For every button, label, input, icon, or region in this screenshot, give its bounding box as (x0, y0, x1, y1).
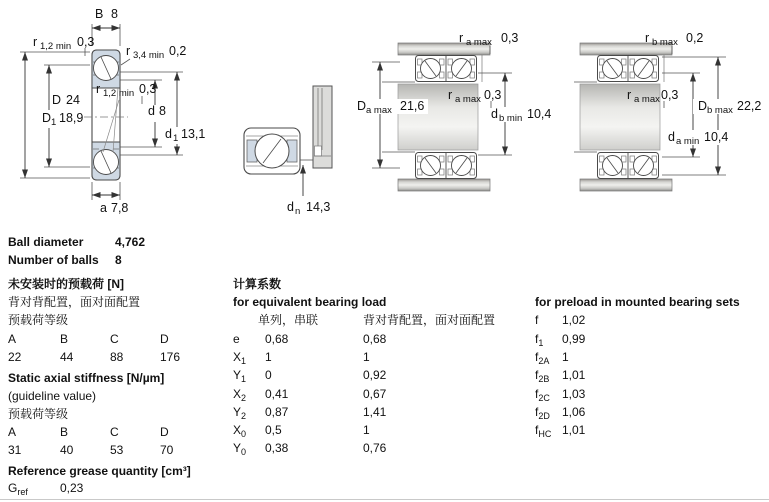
dim-D1-sub: 1 (51, 117, 57, 128)
dim-db-value: 10,4 (527, 107, 552, 121)
calc-factors-column-headers (233, 313, 495, 328)
grease-symbol: $G_{ref}$ (8, 481, 28, 497)
dim-db-sub: b min (499, 113, 523, 124)
dim-ra-mid2-value: 0,3 (661, 88, 679, 102)
factor-row-x2: $X_2$ 0,41 0,67 (233, 387, 387, 403)
preload-factor-row-f2c: $f_{2C}$ 1,03 (535, 387, 586, 403)
diagram-abutment-right (574, 31, 763, 191)
dim-r12-inner-value: 0,3 (139, 82, 157, 96)
dim-ra-mid-value: 0,3 (484, 88, 502, 102)
preload-factor-row-f: f 1,02 (535, 313, 586, 327)
dim-ra-mid-sub: a max (455, 94, 481, 105)
grease-row (8, 481, 83, 500)
bottom-divider (0, 499, 769, 500)
dim-da-symbol: d (668, 130, 675, 144)
dim-Da-sub: a max (366, 105, 392, 116)
calc-factors-subtitle: for equivalent bearing load (233, 295, 387, 309)
dim-ra-mid2-symbol: r (627, 88, 632, 102)
dim-B-symbol: B (95, 7, 104, 21)
factor-row-y2: $Y_2$ 0,87 1,41 (233, 405, 387, 421)
dim-d1-symbol: d (165, 127, 172, 141)
stiffness-title: Static axial stiffness [N/µm] (8, 371, 165, 385)
preload-unmounted-title: 未安装时的预载荷 [N] (8, 277, 124, 291)
dim-d-symbol: d (148, 104, 155, 118)
preload-factor-row-f1: $f_1$ 0,99 (535, 332, 586, 348)
diagram-bearing-front-view (244, 86, 332, 217)
dim-a-symbol: a (100, 201, 107, 215)
dim-d-value: 8 (159, 104, 166, 118)
preload-values: 22 44 88 176 (8, 350, 181, 364)
preload-class-headers: A B C D (8, 332, 169, 346)
dim-D1-symbol: D (42, 111, 52, 125)
dim-r34-symbol: r (126, 44, 131, 58)
dim-Db-sub: b max (707, 105, 733, 116)
dim-rb-top-value: 0,2 (686, 31, 704, 45)
dim-B-value: 8 (111, 7, 118, 21)
ball-diameter-row (8, 235, 145, 250)
preload-factor-row-f2a: $f_{2A}$ 1 (535, 350, 569, 366)
dim-d1-sub: 1 (173, 133, 179, 144)
dim-ra-mid-symbol: r (448, 88, 453, 102)
dim-D-value: 24 (66, 93, 80, 107)
dim-Da-symbol: D (357, 99, 367, 113)
calc-factors-title: 计算系数 (233, 277, 282, 291)
stiffness-values: 31 40 53 70 (8, 443, 174, 457)
number-of-balls-row (8, 253, 122, 268)
factor-row-e: e 0,68 0,68 (233, 332, 387, 346)
dim-a-value: 7,8 (111, 201, 129, 215)
dim-Da-value: 21,6 (400, 99, 425, 113)
technical-drawings (0, 0, 769, 232)
dim-dn-sub: n (295, 206, 301, 217)
dim-r12-inner-sub: 1,2 min (103, 88, 135, 99)
grease-value: 0,23 (60, 481, 84, 495)
factor-row-x0: $X_0$ 0,5 1 (233, 423, 370, 439)
dim-D-symbol: D (52, 93, 62, 107)
preload-factor-row-f2d: $f_{2D}$ 1,06 (535, 405, 586, 421)
dim-Db-value: 22,2 (737, 99, 762, 113)
dim-dn-value: 14,3 (306, 200, 331, 214)
factor-row-x1: $X_1$ 1 1 (233, 350, 370, 366)
ball-diameter-label: Ball diameter (8, 235, 84, 249)
dim-ra-top-symbol: r (459, 31, 464, 45)
preload-class-label: 预载荷等级 (8, 313, 69, 327)
col1-header: 单列，串联 (258, 313, 319, 327)
diagram-abutment-left (354, 31, 551, 191)
dim-r34-value: 0,2 (169, 44, 187, 58)
dim-da-value: 10,4 (704, 130, 729, 144)
number-of-balls-value: 8 (115, 253, 122, 267)
dim-rb-top-sub: b max (652, 37, 678, 48)
dim-d1-value: 13,1 (181, 127, 206, 141)
stiffness-headers: A B C D (8, 425, 169, 439)
preload-factors-title: for preload in mounted bearing sets (535, 295, 740, 309)
preload-factor-row-f2b: $f_{2B}$ 1,01 (535, 368, 586, 384)
dim-db-symbol: d (491, 107, 498, 121)
dim-Db-symbol: D (698, 99, 708, 113)
dim-da-sub: a min (676, 136, 700, 147)
ball-diameter-value: 4,762 (115, 235, 146, 249)
number-of-balls-label: Number of balls (8, 253, 99, 267)
dim-r12-top-symbol: r (33, 35, 38, 49)
preload-factor-row-fhc: $f_{HC}$ 1,01 (535, 423, 586, 439)
grease-title: Reference grease quantity [cm³] (8, 464, 191, 478)
dim-rb-top-symbol: r (645, 31, 650, 45)
diagram-bearing-cross-section (20, 7, 205, 215)
dim-r12-top-sub: 1,2 min (40, 41, 72, 52)
dim-r12-inner-symbol: r (96, 82, 101, 96)
dim-r12-top-value: 0,3 (77, 35, 95, 49)
factor-row-y0: $Y_0$ 0,38 0,76 (233, 441, 387, 457)
dim-ra-top-value: 0,3 (501, 31, 519, 45)
factor-row-y1: $Y_1$ 0 0,92 (233, 368, 387, 384)
col2-header: 背对背配置，面对面配置 (363, 313, 496, 327)
stiffness-subtitle: (guideline value) (8, 389, 97, 403)
stiffness-class-label: 预载荷等级 (8, 407, 69, 421)
dim-D1-value: 18,9 (59, 111, 84, 125)
dim-dn-symbol: d (287, 200, 294, 214)
dim-ra-mid2-sub: a max (634, 94, 660, 105)
dim-ra-top-sub: a max (466, 37, 492, 48)
dim-r34-sub: 3,4 min (133, 50, 165, 61)
preload-unmounted-subtitle: 背对背配置，面对面配置 (8, 295, 141, 309)
